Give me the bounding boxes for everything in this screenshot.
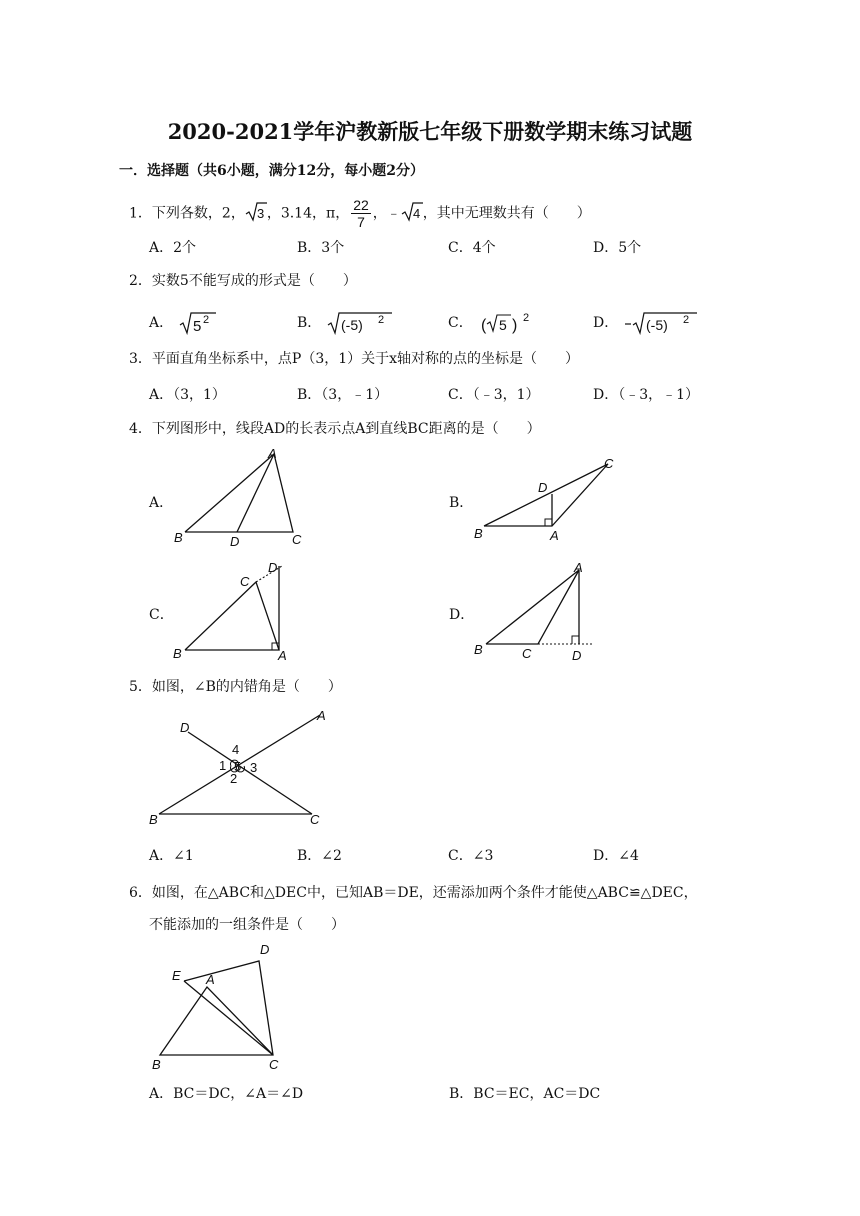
q2-option-c[interactable]: C． ( 5 ) 2: [448, 310, 541, 336]
q5-figure: [140, 702, 340, 830]
question-5: 5．如图，∠B的内错角是（ ）: [129, 679, 342, 695]
svg-text:C: C: [269, 1057, 279, 1072]
svg-text:A: A: [206, 972, 215, 987]
sqrt-5-squared-expr: [178, 310, 218, 336]
q4-option-c-label[interactable]: C．: [149, 607, 174, 623]
svg-text:5: 5: [234, 759, 242, 774]
svg-text:D: D: [538, 480, 548, 495]
q1-suffix: ，其中无理数共有（ ）: [422, 205, 591, 222]
sqrt-3: [245, 201, 267, 227]
q2-option-b[interactable]: B． (-5) 2: [297, 310, 394, 336]
svg-text:(: (: [481, 317, 487, 334]
q4-figure-a: [170, 446, 310, 550]
svg-text:2: 2: [377, 314, 384, 326]
svg-text:1: 1: [219, 758, 227, 773]
q3-option-b[interactable]: B．（3，﹣1）: [297, 387, 389, 403]
question-3: 3．平面直角坐标系中，点P（3，1）关于x轴对称的点的坐标是（ ）: [129, 351, 580, 367]
svg-text:A: A: [574, 560, 583, 575]
q1-option-c[interactable]: C．4个: [448, 240, 496, 256]
svg-text:B: B: [174, 530, 183, 545]
svg-text:D: D: [230, 534, 240, 549]
svg-text:B: B: [474, 526, 483, 541]
q1-option-d[interactable]: D．5个: [593, 240, 642, 256]
sqrt-4: [401, 201, 423, 227]
question-6-line-1: 6．如图，在△ABC和△DEC中，已知AB＝DE，还需添加两个条件才能使△ABC≌△DEC，: [129, 885, 698, 901]
q4-figure-d: [468, 558, 628, 664]
q6-option-a[interactable]: A．BC＝DC，∠A＝∠D: [149, 1086, 304, 1102]
svg-text:2: 2: [682, 314, 689, 326]
sqrt-neg5-squared-expr: [326, 310, 394, 336]
q4-figure-b: [468, 452, 628, 544]
q3-option-d[interactable]: D．（﹣3，﹣1）: [593, 387, 700, 403]
q1-mid: ，3.14，π，: [266, 205, 350, 222]
section-heading: 一．选择题（共6小题，满分12分，每小题2分）: [119, 163, 424, 179]
question-1: [129, 197, 591, 230]
q1-prefix: 1．下列各数，2，: [129, 205, 245, 222]
q4-option-d-label[interactable]: D．: [449, 607, 475, 623]
svg-text:5: 5: [192, 318, 201, 335]
question-6-line-2: 不能添加的一组条件是（ ）: [149, 917, 345, 933]
svg-text:B: B: [149, 812, 158, 827]
svg-text:E: E: [172, 968, 181, 983]
svg-text:C: C: [522, 646, 532, 661]
q5-option-a[interactable]: A．∠1: [149, 848, 194, 864]
q1-neg: ，﹣: [372, 205, 401, 222]
svg-text:D: D: [572, 648, 582, 663]
svg-text:A: A: [278, 648, 287, 663]
q2-option-a[interactable]: A． 5 2: [149, 310, 218, 336]
question-2: 2．实数5不能写成的形式是（ ）: [129, 273, 357, 289]
svg-text:A: A: [550, 528, 559, 543]
q6-figure: [140, 938, 300, 1074]
q6-option-b[interactable]: B．BC＝EC，AC＝DC: [449, 1086, 601, 1102]
svg-text:5: 5: [499, 317, 507, 333]
svg-text:2: 2: [202, 314, 209, 326]
q3-option-a[interactable]: A．（3，1）: [149, 387, 226, 403]
svg-text:(-5): (-5): [340, 317, 363, 333]
svg-text:C: C: [240, 574, 250, 589]
svg-text:(-5): (-5): [645, 317, 668, 333]
q2-option-d[interactable]: D． (-5) 2: [593, 310, 699, 336]
svg-text:A: A: [317, 708, 326, 723]
svg-text:D: D: [268, 560, 278, 575]
svg-text:C: C: [604, 456, 614, 471]
svg-text:C: C: [292, 532, 302, 547]
svg-text:C: C: [310, 812, 320, 827]
svg-text:4: 4: [232, 742, 240, 757]
fraction-22-7: $\frac{22}{7}$: [353, 197, 369, 230]
question-4: 4．下列图形中，线段AD的长表示点A到直线BC距离的是（ ）: [129, 421, 541, 437]
svg-text:2: 2: [230, 771, 238, 786]
svg-text:3: 3: [256, 205, 265, 221]
svg-text:): ): [512, 317, 518, 334]
q1-option-b[interactable]: B．3个: [297, 240, 345, 256]
sqrt5-paren-squared-expr: [477, 310, 541, 336]
svg-text:B: B: [474, 642, 483, 657]
q3-option-c[interactable]: C．（﹣3，1）: [448, 387, 540, 403]
q5-option-c[interactable]: C．∠3: [448, 848, 494, 864]
q5-option-b[interactable]: B．∠2: [297, 848, 342, 864]
svg-text:B: B: [173, 646, 182, 661]
svg-text:3: 3: [250, 760, 258, 775]
neg-sqrt-neg5-squared-expr: [623, 310, 699, 336]
svg-text:A: A: [268, 446, 277, 461]
svg-text:D: D: [260, 942, 270, 957]
svg-text:4: 4: [412, 205, 421, 221]
q1-option-a[interactable]: A．2个: [149, 240, 197, 256]
svg-text:D: D: [180, 720, 190, 735]
q4-option-a-label[interactable]: A．: [149, 495, 174, 511]
page-title: 2020-2021学年沪教新版七年级下册数学期末练习试题: [167, 119, 693, 144]
q4-figure-c: [170, 558, 300, 664]
svg-text:B: B: [152, 1057, 161, 1072]
svg-text:2: 2: [523, 312, 530, 324]
q5-option-d[interactable]: D．∠4: [593, 848, 639, 864]
q4-option-b-label[interactable]: B．: [449, 495, 474, 511]
